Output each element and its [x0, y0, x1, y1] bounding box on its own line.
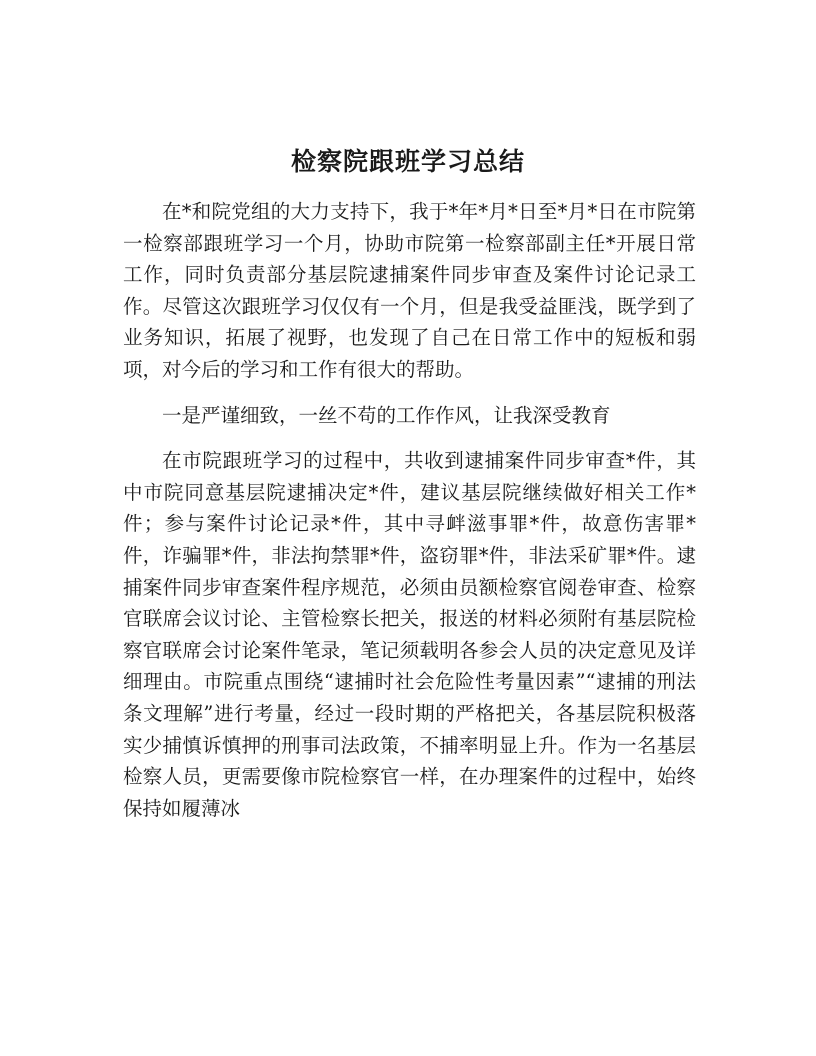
section-heading-1: 一是严谨细致，一丝不苟的工作作风，让我深受教育 — [162, 403, 611, 427]
document-title: 检察院跟班学习总结 — [290, 147, 525, 176]
document-body — [123, 196, 696, 838]
paragraph-intro: 在*和院党组的大力支持下，我于*年*月*日至*月*日在市院第一检察部跟班学习一个月，协助市院第一检察部副主任*开展日常工作，同时负责部分基层院逮捕案件同步审查及案件讨论记录工作。尽管这次跟班学习仅仅有一个月，但是我受益匪浅，既学到了业务知识，拓展了视野，也发现了自己在日常工作中的短板和弱项，对今后的学习和工作有很大的帮助。 — [123, 200, 696, 381]
paragraph-section-1: 在市院跟班学习的过程中，共收到逮捕案件同步审查*件，其中市院同意基层院逮捕决定*件，建议基层院继续做好相关工作*件；参与案件讨论记录*件，其中寻衅滋事罪*件，故意伤害罪*件，诈骗罪*件，非法拘禁罪*件，盗窃罪*件，非法采矿罪*件。逮捕案件同步审查案件程序规范，必须由员额检察官阅卷审查、检察官联席会议讨论、主管检察长把关，报送的材料必须附有基层院检察官联席会讨论案件笔录，笔记须载明各参会人员的决定意见及详细理由。市院重点围绕“逮捕时社会危险性考量因素”“逮捕的刑法条文理解”进行考量，经过一段时期的严格把关，各基层院积极落实少捕慎诉慎押的刑事司法政策，不捕率明显上升。作为一名基层检察人员，更需要像市院检察官一样，在办理案件的过程中，始终保持如履薄冰 — [123, 449, 696, 820]
